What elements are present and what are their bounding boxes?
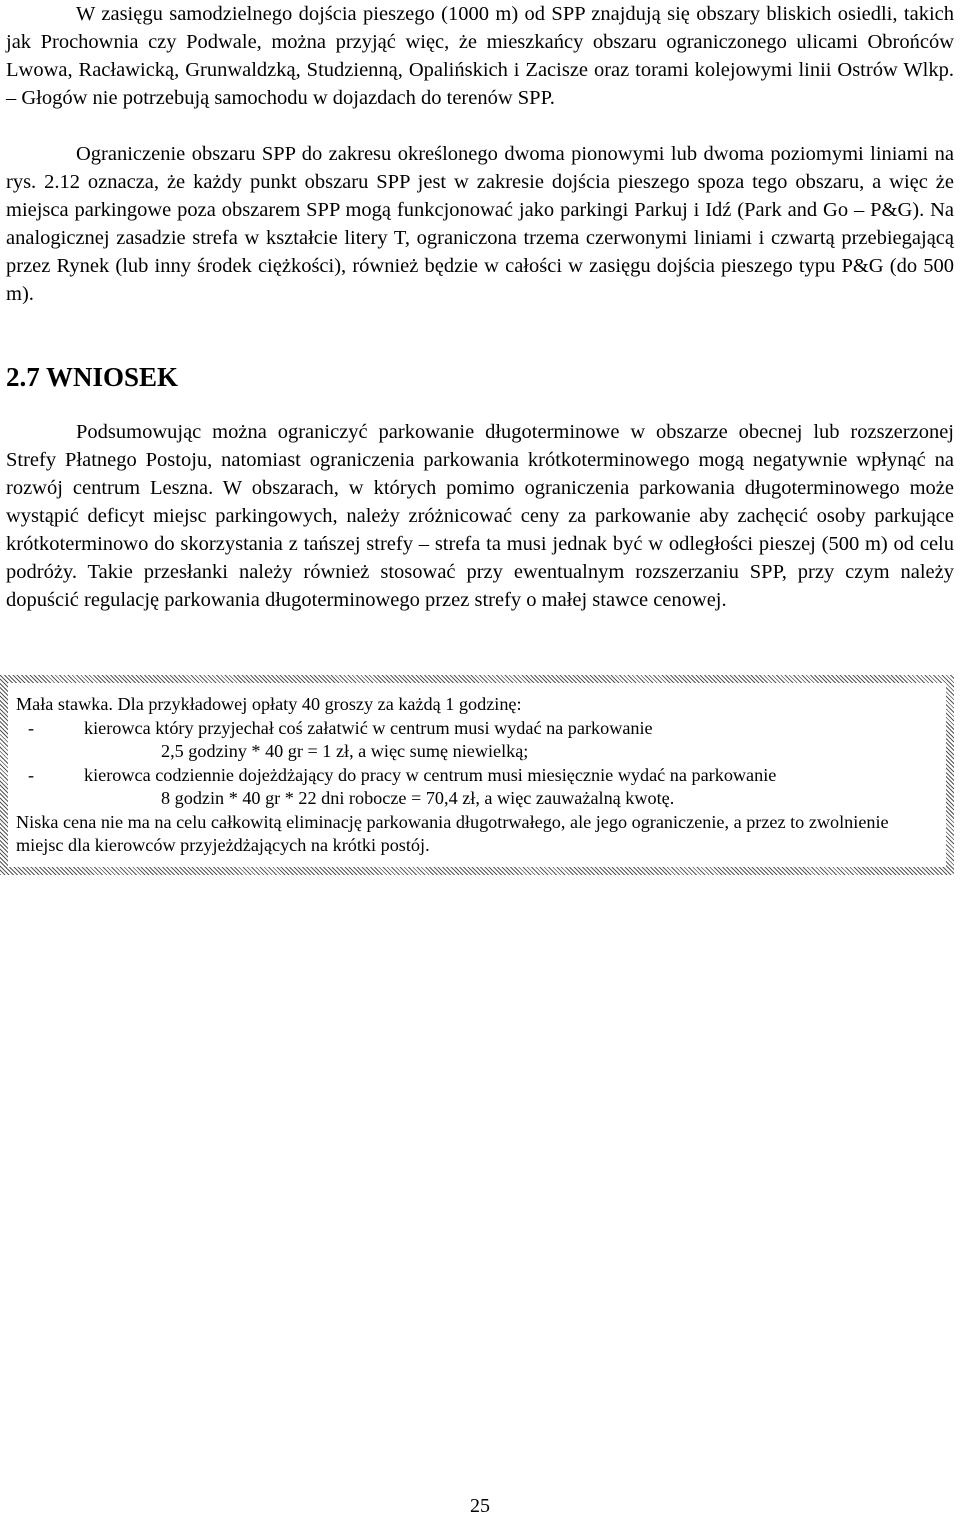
example-item-2-calc: 8 godzin * 40 gr * 22 dni robocze = 70,4 zł, a więc zauważalną kwotę. (161, 788, 675, 808)
paragraph-spp-limits: Ograniczenie obszaru SPP do zakresu określonego dwoma pionowymi lub dwoma poziomymi liniami na rys. 2.12 oznacza, że każdy punkt obszaru SPP jest w zakresie dojścia pieszego spoza tego obszaru, a więc że miejsca parkingowe poza obszarem SPP mogą funkcjonować jako parkingi Parkuj i Idź (Park and Go – P&G). Na analogicznej zasadzie strefa w kształcie litery T, ograniczona trzema czerwonymi liniami i czwartą przebiegającą przez Rynek (lub inny środek ciężkości), również będzie w całości w zasięgu dojścia pieszego typu P&G (do 500 m). (6, 143, 954, 305)
example-box-content (16, 693, 936, 865)
example-item-2 (16, 764, 936, 788)
page-number: 25 (470, 1495, 490, 1517)
list-dash: - (28, 717, 35, 738)
example-item-1-calc: 2,5 godziny * 40 gr = 1 zł, a więc sumę niewielką; (161, 741, 529, 761)
example-box (0, 675, 954, 875)
example-item-2-text: kierowca codziennie dojeżdżający do pracy w centrum musi miesięcznie wydać na parkowanie (84, 764, 777, 785)
paragraph-conclusion: Podsumowując można ograniczyć parkowanie długoterminowe w obszarze obecnej lub rozszerzonej Strefy Płatnego Postoju, natomiast ograniczenia parkowania krótkoterminowego mogą negatywnie wpłynąć na rozwój centrum Leszna. W obszarach, w których pomimo ograniczenia parkowania długoterminowego może wystąpić deficyt miejsc parkingowych, należy zróżnicować ceny za parkowanie aby zachęcić osoby parkujące krótkoterminowo do skorzystania z tańszej strefy – strefa ta musi jednak być w odległości pieszej (500 m) od celu podróży. Takie przesłanki należy również stosować przy ewentualnym rozszerzaniu SPP, przy czym należy dopuścić regulację parkowania długoterminowego przez strefy o małej stawce cenowej. (6, 421, 954, 611)
example-item-1-text: kierowca który przyjechał coś załatwić w centrum musi wydać na parkowanie (84, 717, 653, 738)
list-dash: - (28, 764, 35, 785)
example-closing: Niska cena nie ma na celu całkowitą eliminację parkowania długotrwałego, ale jego ograniczenie, a przez to zwolnienie miejsc dla kierowców przyjeżdżających na krótki postój. (16, 811, 889, 855)
example-intro: Mała stawka. Dla przykładowej opłaty 40 groszy za każdą 1 godzinę: (16, 694, 522, 714)
paragraph-walking-range: W zasięgu samodzielnego dojścia pieszego (1000 m) od SPP znajdują się obszary bliskich osiedli, takich jak Prochownia czy Podwale, można przyjąć więc, że mieszkańcy obszaru ograniczonego ulicami Obrońców Lwowa, Racławicką, Grunwaldzką, Studzienną, Opalińskich i Zacisze oraz torami kolejowymi linii Ostrów Wlkp. – Głogów nie potrzebują samochodu w dojazdach do terenów SPP. (6, 3, 954, 109)
example-item-1 (16, 717, 936, 741)
section-heading: 2.7 WNIOSEK (6, 362, 179, 392)
